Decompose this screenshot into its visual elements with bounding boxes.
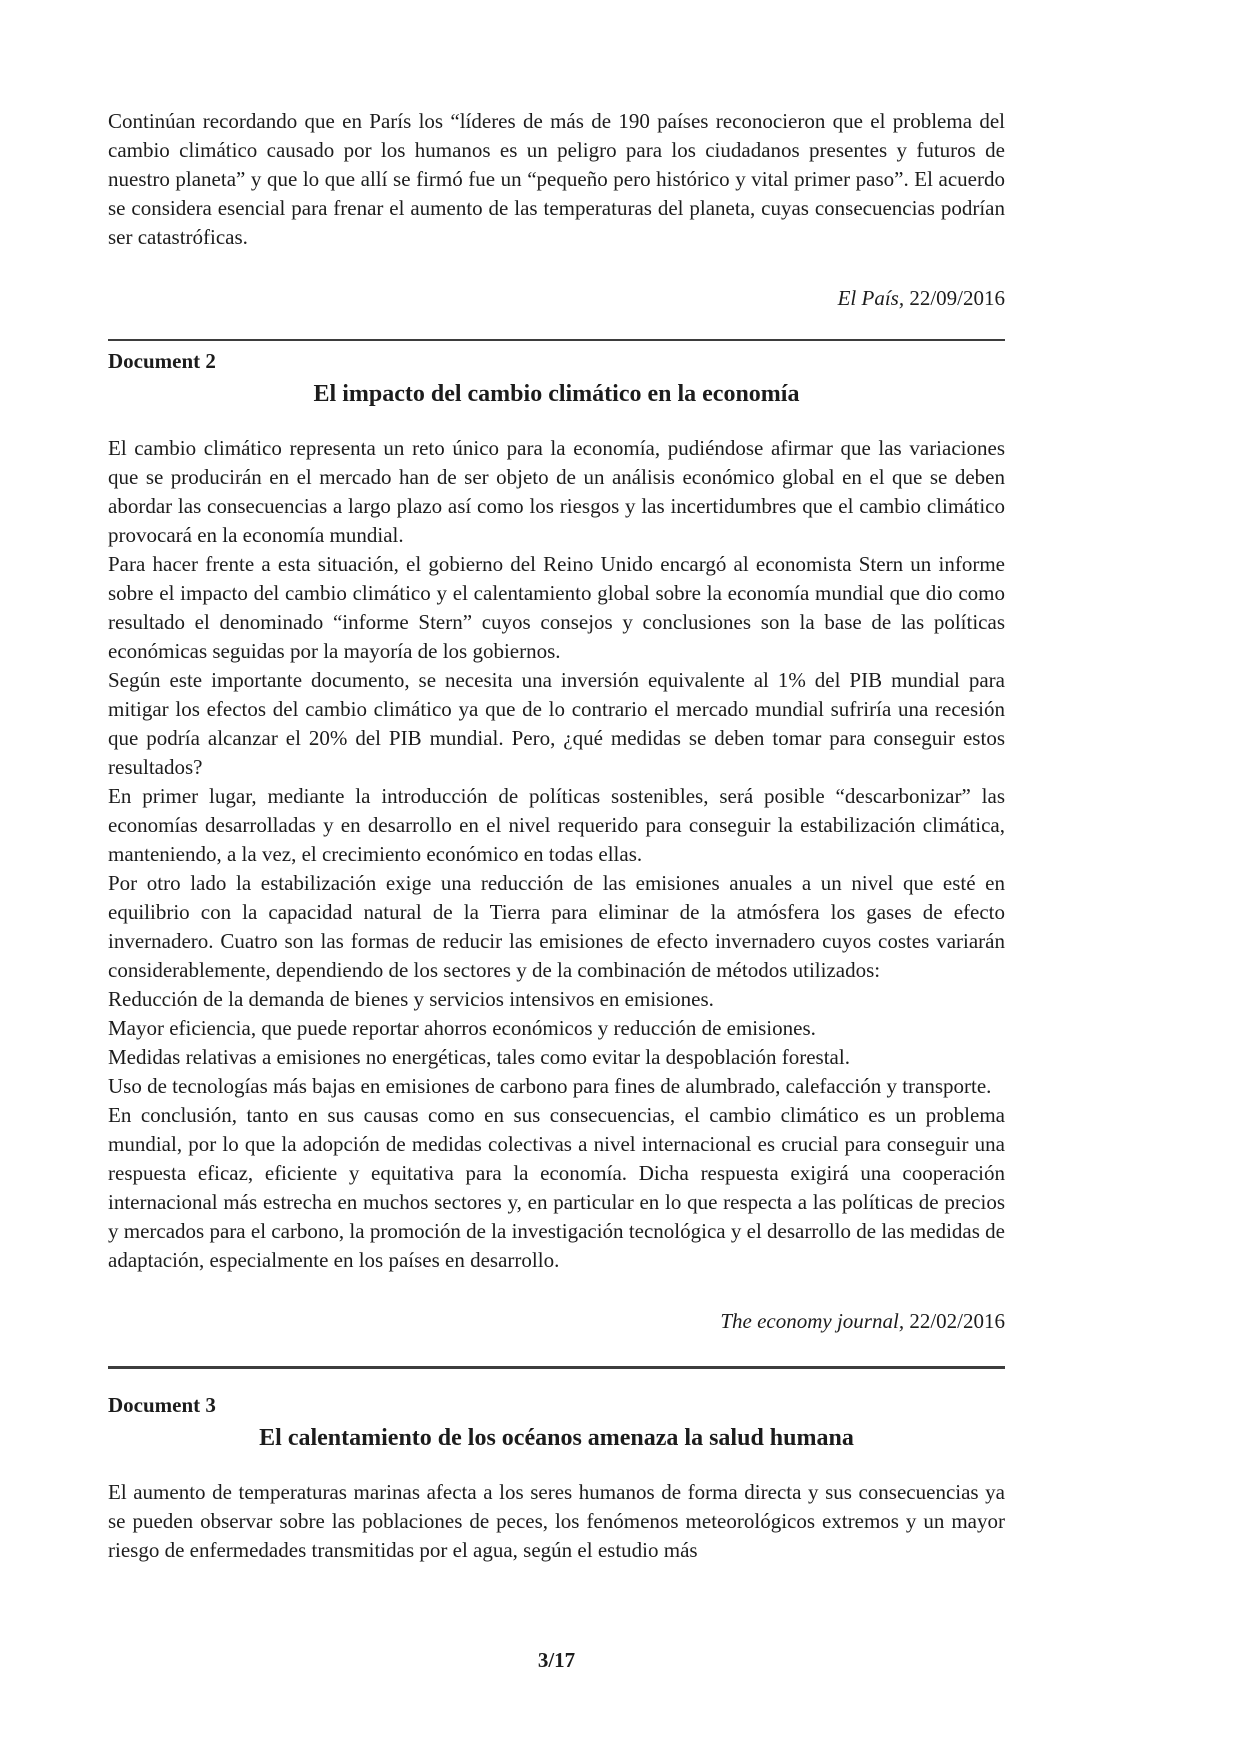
document-2-paragraph: El cambio climático representa un reto único para la economía, pudiéndose afirmar que las variaciones que se producirán en el mercado han de ser objeto de un análisis económico global en el que se deben abordar las consecuencias a largo plazo así como los riesgos y las incertidumbres que el cambio climático provocará en la economía mundial.	[108, 436, 1005, 547]
document-2-date: 22/02/2016	[909, 1309, 1005, 1333]
document-2-paragraph: En primer lugar, mediante la introducción de políticas sostenibles, será posible “descarbonizar” las economías desarrolladas y en desarrollo en el nivel requerido para conseguir la estabilización climática, manteniendo, a la vez, el crecimiento económico en todas ellas.	[108, 784, 1005, 866]
document-2-list-item: Medidas relativas a emisiones no energéticas, tales como evitar la despoblación forestal.	[108, 1045, 850, 1069]
document-3-body	[108, 1478, 1005, 1565]
document-2-paragraph: Para hacer frente a esta situación, el gobierno del Reino Unido encargó al economista Stern un informe sobre el impacto del cambio climático y el calentamiento global sobre la economía mundial que dio como resultado el denominado “informe Stern” cuyos consejos y conclusiones son la base de las políticas económicas seguidas por la mayoría de los gobiernos.	[108, 552, 1005, 663]
document-2-list-item: Uso de tecnologías más bajas en emisiones de carbono para fines de alumbrado, calefacción y transporte.	[108, 1074, 992, 1098]
document-1-paragraph: Continúan recordando que en París los “líderes de más de 190 países reconocieron que el problema del cambio climático causado por los humanos es un peligro para los ciudadanos presentes y futuros de nuestro planeta” y que lo que allí se firmó fue un “pequeño pero histórico y vital primer paso”. El acuerdo se considera esencial para frenar el aumento de las temperaturas del planeta, cuyas consecuencias podrían ser catastróficas.	[108, 109, 1005, 249]
document-2-paragraph: Por otro lado la estabilización exige una reducción de las emisiones anuales a un nivel que esté en equilibrio con la capacidad natural de la Tierra para eliminar de la atmósfera los gases de efecto invernadero. Cuatro son las formas de reducir las emisiones de efecto invernadero cuyos costes variarán considerablemente, dependiendo de los sectores y de la combinación de métodos utilizados:	[108, 871, 1005, 982]
page-number: 3/17	[537, 1648, 576, 1672]
document-2-attribution	[108, 1307, 1005, 1336]
section-divider	[108, 1366, 1005, 1369]
section-divider	[108, 339, 1005, 341]
document-2-section	[108, 347, 1005, 1336]
document-2-list-item: Reducción de la demanda de bienes y servicios intensivos en emisiones.	[108, 987, 714, 1011]
document-2-paragraph: Según este importante documento, se necesita una inversión equivalente al 1% del PIB mundial para mitigar los efectos del cambio climático ya que de lo contrario el mercado mundial sufriría una recesión que podría alcanzar el 20% del PIB mundial. Pero, ¿qué medidas se deben tomar para conseguir estos resultados?	[108, 668, 1005, 779]
document-3-section	[108, 1391, 1005, 1565]
document-1-section	[108, 107, 1005, 313]
document-2-title: El impacto del cambio climático en la economía	[313, 381, 800, 407]
document-3-title: El calentamiento de los océanos amenaza la salud humana	[259, 1425, 854, 1451]
document-1-attribution	[108, 284, 1005, 313]
document-3-label: Document 3	[108, 1393, 216, 1417]
document-2-source: The economy journal,	[720, 1309, 905, 1333]
page-content	[108, 107, 1005, 1565]
document-3-paragraph: El aumento de temperaturas marinas afecta a los seres humanos de forma directa y sus consecuencias ya se pueden observar sobre las poblaciones de peces, los fenómenos meteorológicos extremos y un mayor riesgo de enfermedades transmitidas por el agua, según el estudio más	[108, 1480, 1005, 1562]
document-2-label: Document 2	[108, 349, 216, 373]
document-2-body	[108, 434, 1005, 1275]
document-2-list-item: Mayor eficiencia, que puede reportar ahorros económicos y reducción de emisiones.	[108, 1016, 816, 1040]
document-1-date: 22/09/2016	[909, 286, 1005, 310]
document-2-paragraph: En conclusión, tanto en sus causas como en sus consecuencias, el cambio climático es un problema mundial, por lo que la adopción de medidas colectivas a nivel internacional es crucial para conseguir una respuesta eficaz, eficiente y equitativa para la economía. Dicha respuesta exigirá una cooperación internacional más estrecha en muchos sectores y, en particular en lo que respecta a las políticas de precios y mercados para el carbono, la promoción de la investigación tecnológica y el desarrollo de las medidas de adaptación, especialmente en los países en desarrollo.	[108, 1103, 1005, 1272]
document-1-source: El País,	[837, 286, 905, 310]
